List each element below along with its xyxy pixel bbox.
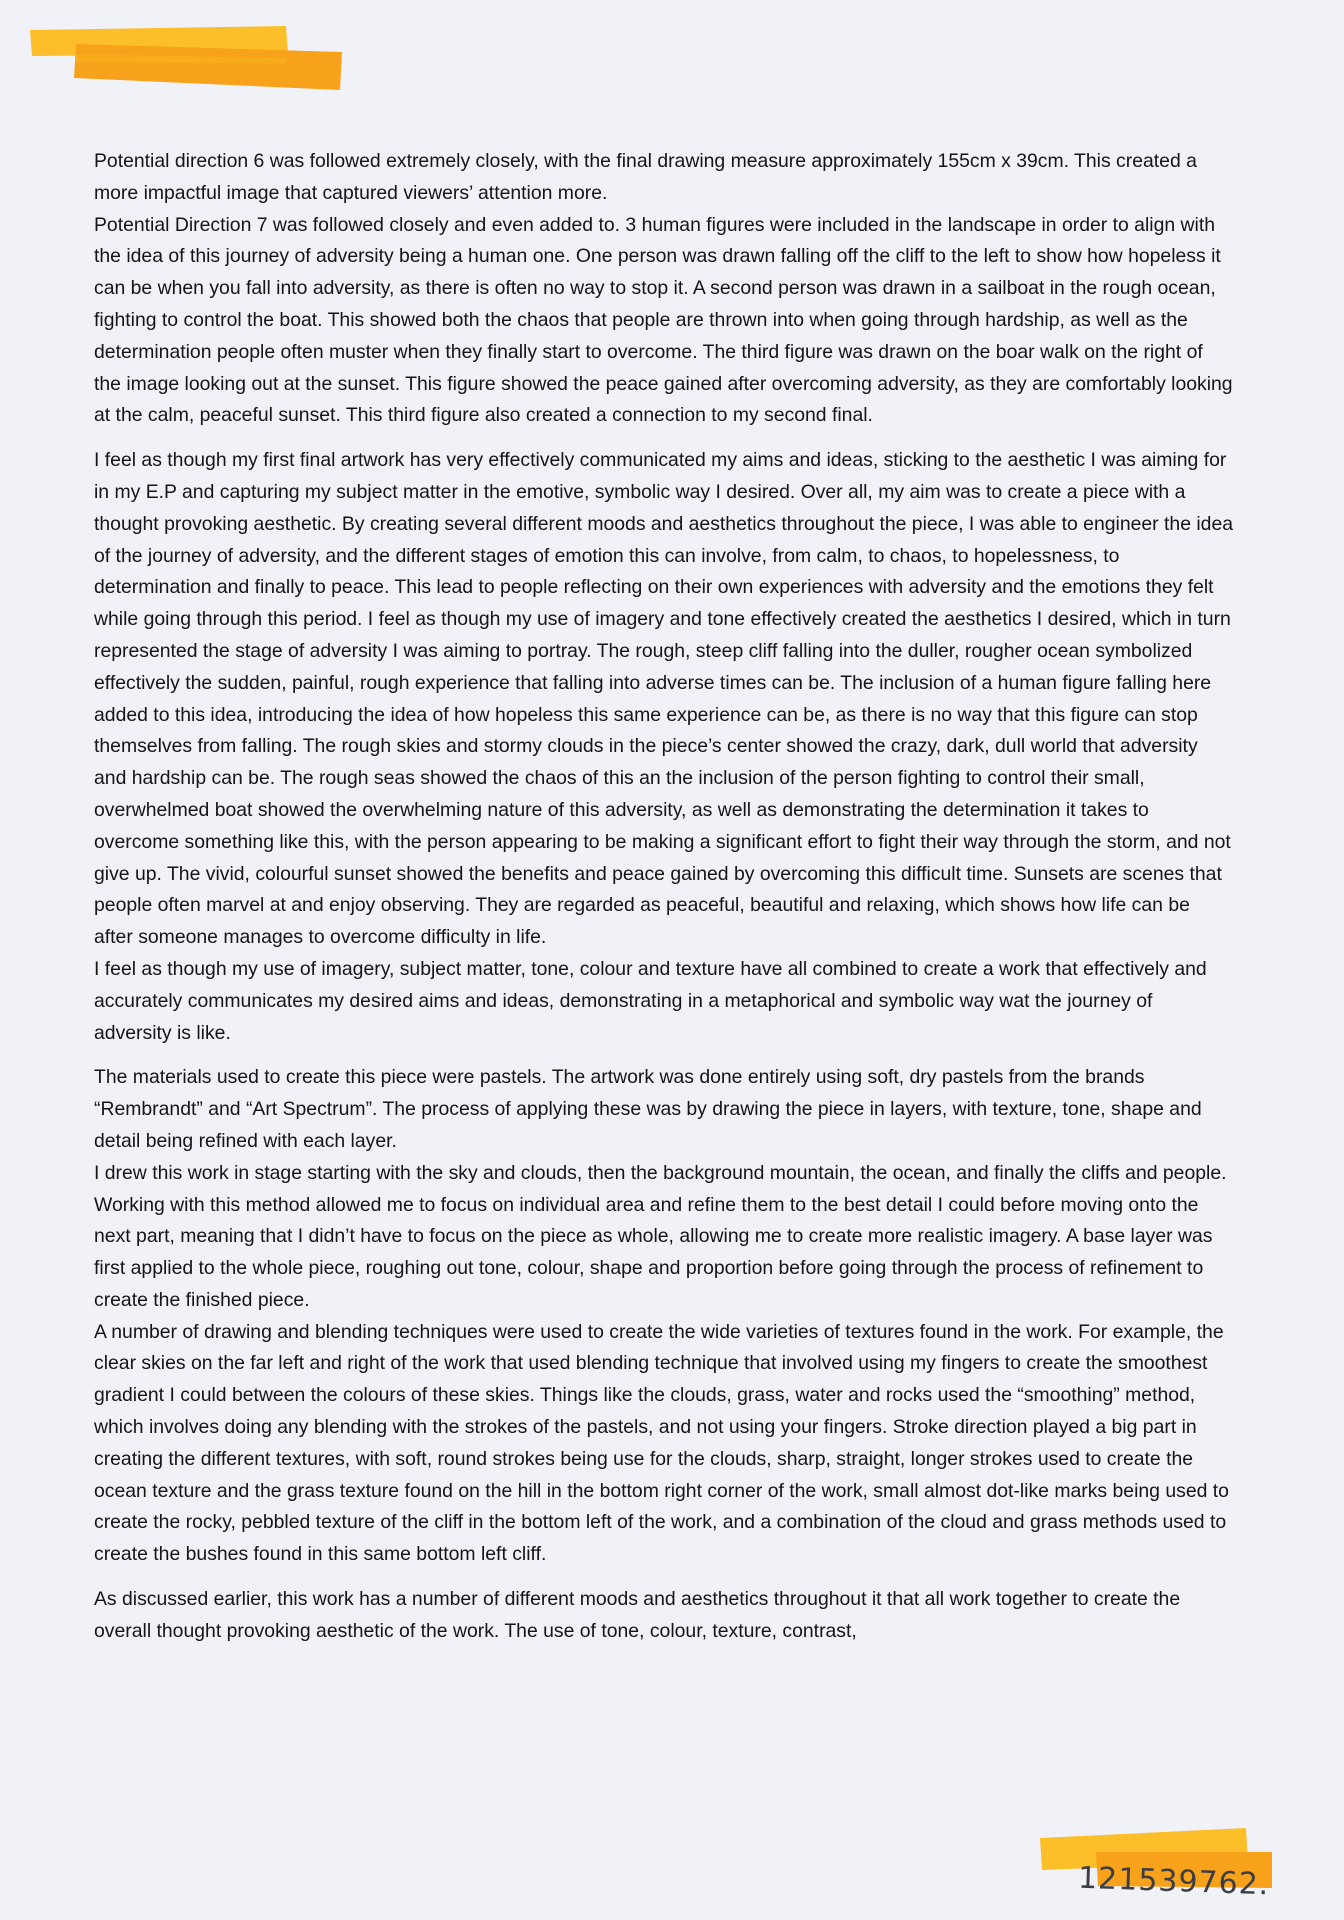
paragraph: As discussed earlier, this work has a number of different moods and aesthetics throughout it that all work together to create the overall thought provoking aesthetic of the work. The use of tone, colour, texture, contrast, bbox=[94, 1588, 1181, 1642]
paragraph: Potential direction 6 was followed extremely closely, with the final drawing measure approximately 155cm x 39cm. This created a more impactful image that captured viewers’ attention more. bbox=[94, 150, 1197, 204]
highlighter-mark-top-left bbox=[24, 20, 354, 92]
paragraph: I feel as though my use of imagery, subject matter, tone, colour and texture have all combined to create a work that effectively and accurately communicates my desired aims and ideas, demonstrating in a metaphorical and symbolic way wat the journey of adversity is like. bbox=[94, 957, 1207, 1044]
handwritten-student-id: 121539762. bbox=[1077, 1860, 1270, 1903]
paragraph: I feel as though my first final artwork has very effectively communicated my aims and ideas, sticking to the aesthetic I was aiming for in my E.P and capturing my subject matter in the emotive, symbolic way I desired. Over all, my aim was to create a piece with a thought provoking aesthetic. By creating several different moods and aesthetics throughout the piece, I was able to engineer the idea of the journey of adversity, and the different stages of emotion this can involve, from calm, to chaos, to hopelessness, to determination and finally to peace. This lead to people reflecting on their own experiences with adversity and the emotions they felt while going through this period. I feel as though my use of imagery and tone effectively created the aesthetics I desired, which in turn represented the stage of adversity I was aiming to portray. The rough, steep cliff falling into the duller, rougher ocean symbolized effectively the sudden, painful, rough experience that falling into adverse times can be. The inclusion of a human figure falling here added to this idea, introducing the idea of how hopeless this same experience can be, as there is no way that this figure can stop themselves from falling. The rough skies and stormy clouds in the piece’s center showed the crazy, dark, dull world that adversity and hardship can be. The rough seas showed the chaos of this an the inclusion of the person fighting to control their small, overwhelmed boat showed the overwhelming nature of this adversity, as well as demonstrating the determination it takes to overcome something like this, with the person appearing to be making a significant effort to fight their way through the storm, and not give up. The vivid, colourful sunset showed the benefits and peace gained by overcoming this difficult time. Sunsets are scenes that people often marvel at and enjoy observing. They are regarded as peaceful, beautiful and relaxing, which shows how life can be after someone manages to overcome difficulty in life. bbox=[94, 449, 1234, 949]
essay-text bbox=[94, 146, 1234, 1648]
paragraph: I drew this work in stage starting with the sky and clouds, then the background mountain, the ocean, and finally the cliffs and people. Working with this method allowed me to focus on individual area and refine them to the best detail I could before moving onto the next part, meaning that I didn’t have to focus on the piece as whole, allowing me to create more realistic imagery. A base layer was first applied to the whole piece, roughing out tone, colour, shape and proportion before going through the process of refinement to create the finished piece. bbox=[94, 1161, 1227, 1311]
paragraph: Potential Direction 7 was followed closely and even added to. 3 human figures were included in the landscape in order to align with the idea of this journey of adversity being a human one. One person was drawn falling off the cliff to the left to show how hopeless it can be when you fall into adversity, as there is often no way to stop it. A second person was drawn in a sailboat in the rough ocean, fighting to control the boat. This showed both the chaos that people are thrown into when going through hardship, as well as the determination people often muster when they finally start to overcome. The third figure was drawn on the boar walk on the right of the image looking out at the sunset. This figure showed the peace gained after overcoming adversity, as they are comfortably looking at the calm, peaceful sunset. This third figure also created a connection to my second final. bbox=[94, 213, 1233, 427]
paragraph: A number of drawing and blending techniques were used to create the wide varieties of textures found in the work. For example, the clear skies on the far left and right of the work that used blending technique that involved using my fingers to create the smoothest gradient I could between the colours of these skies. Things like the clouds, grass, water and rocks used the “smoothing” method, which involves doing any blending with the strokes of the pastels, and not using your fingers. Stroke direction played a big part in creating the different textures, with soft, round strokes being use for the clouds, sharp, straight, longer strokes used to create the ocean texture and the grass texture found on the hill in the bottom right corner of the work, small almost dot-like marks being used to create the rocky, pebbled texture of the cliff in the bottom left of the work, and a combination of the cloud and grass methods used to create the bushes found in this same bottom left cliff. bbox=[94, 1320, 1229, 1566]
paragraph: The materials used to create this piece were pastels. The artwork was done entirely using soft, dry pastels from the brands “Rembrandt” and “Art Spectrum”. The process of applying these was by drawing the piece in layers, with texture, tone, shape and detail being refined with each layer. bbox=[94, 1066, 1202, 1152]
